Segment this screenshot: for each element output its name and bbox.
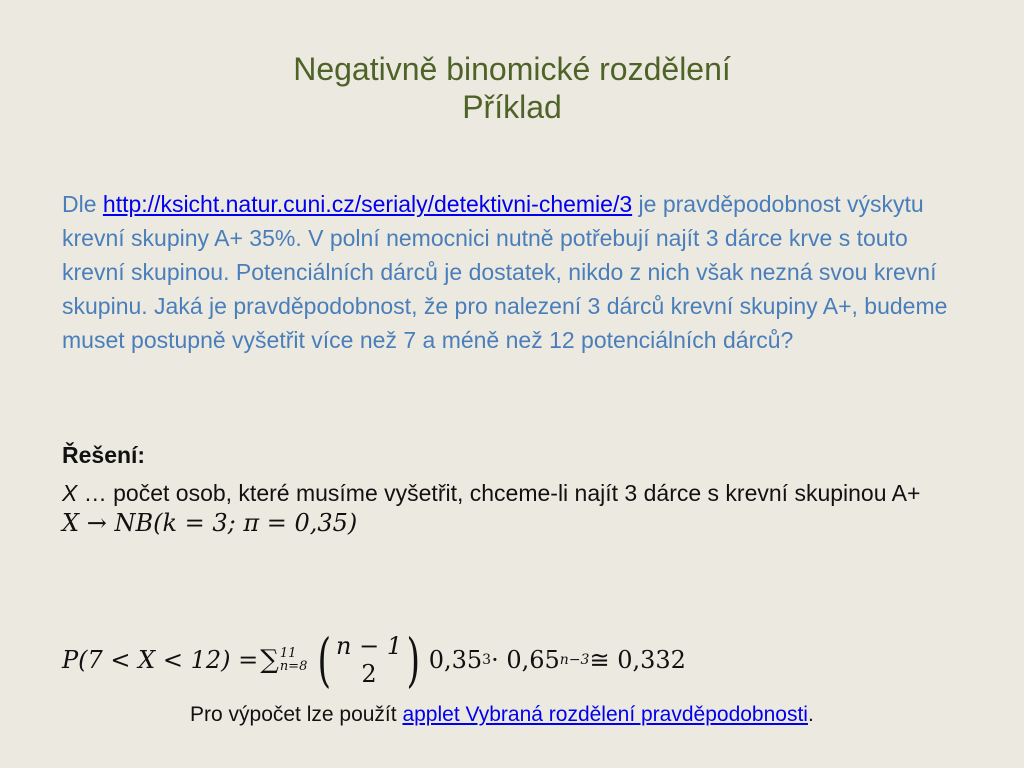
problem-body: je pravděpodobnost výskytu krevní skupiny A+ 35%. V polní nemocnici nutně potřebují najít 3 dárce krve s touto krevní skupinou. Potenciálních dárců je dostatek, nikdo z nich však nezná svou krevní skupinu. Jaká je pravděpodobnost, že pro nalezení 3 dárců krevní skupiny A+, budeme muset postupně vyšetřit více než 7 a méně než 12 potenciálních dárců? — [62, 191, 948, 353]
note-prefix: Pro výpočet lze použít — [190, 703, 403, 726]
binomial-coefficient — [313, 626, 424, 694]
title-line-1: Negativně binomické rozdělení — [293, 51, 731, 87]
applet-link[interactable]: applet Vybraná rozdělení pravděpodobnosti — [402, 703, 808, 726]
right-paren: ) — [406, 626, 421, 694]
exponent-2: n−3 — [559, 652, 590, 668]
formula-lhs: P(7 < X < 12) = — [62, 646, 259, 674]
sum-lower: n=8 — [279, 659, 308, 674]
variable-description: … počet osob, které musíme vyšetřit, chceme-li najít 3 dárce s krevní skupinou A+ — [77, 480, 921, 506]
formula-result: ≅ 0,332 — [589, 646, 686, 674]
binom-top: n − 1 — [336, 632, 403, 660]
binom-bottom: 2 — [361, 660, 377, 688]
title-line-2: Příklad — [462, 89, 562, 125]
sum-upper: 11 — [279, 646, 297, 661]
binom-values — [336, 632, 402, 688]
summation — [260, 645, 307, 675]
variable-definition — [62, 478, 962, 508]
solution-block — [62, 440, 962, 538]
applet-note — [190, 700, 814, 730]
solution-heading: Řešení: — [62, 442, 146, 468]
problem-prefix: Dle — [62, 191, 103, 217]
distribution-formula: X → NB(k = 3; π = 0,35) — [62, 509, 358, 537]
term-1: 0,35 — [428, 646, 483, 674]
source-link[interactable]: http://ksicht.natur.cuni.cz/serialy/detektivni-chemie/3 — [102, 191, 633, 217]
probability-formula — [62, 628, 686, 692]
exponent-1: 3 — [482, 652, 492, 668]
term-2: · 0,65 — [491, 646, 560, 674]
sum-symbol: ∑ — [260, 645, 279, 675]
variable-symbol: X — [62, 480, 78, 506]
problem-text — [62, 187, 962, 357]
slide-title — [0, 50, 1024, 126]
note-suffix: . — [807, 703, 814, 726]
left-paren: ( — [317, 626, 332, 694]
sum-limits — [280, 647, 308, 673]
